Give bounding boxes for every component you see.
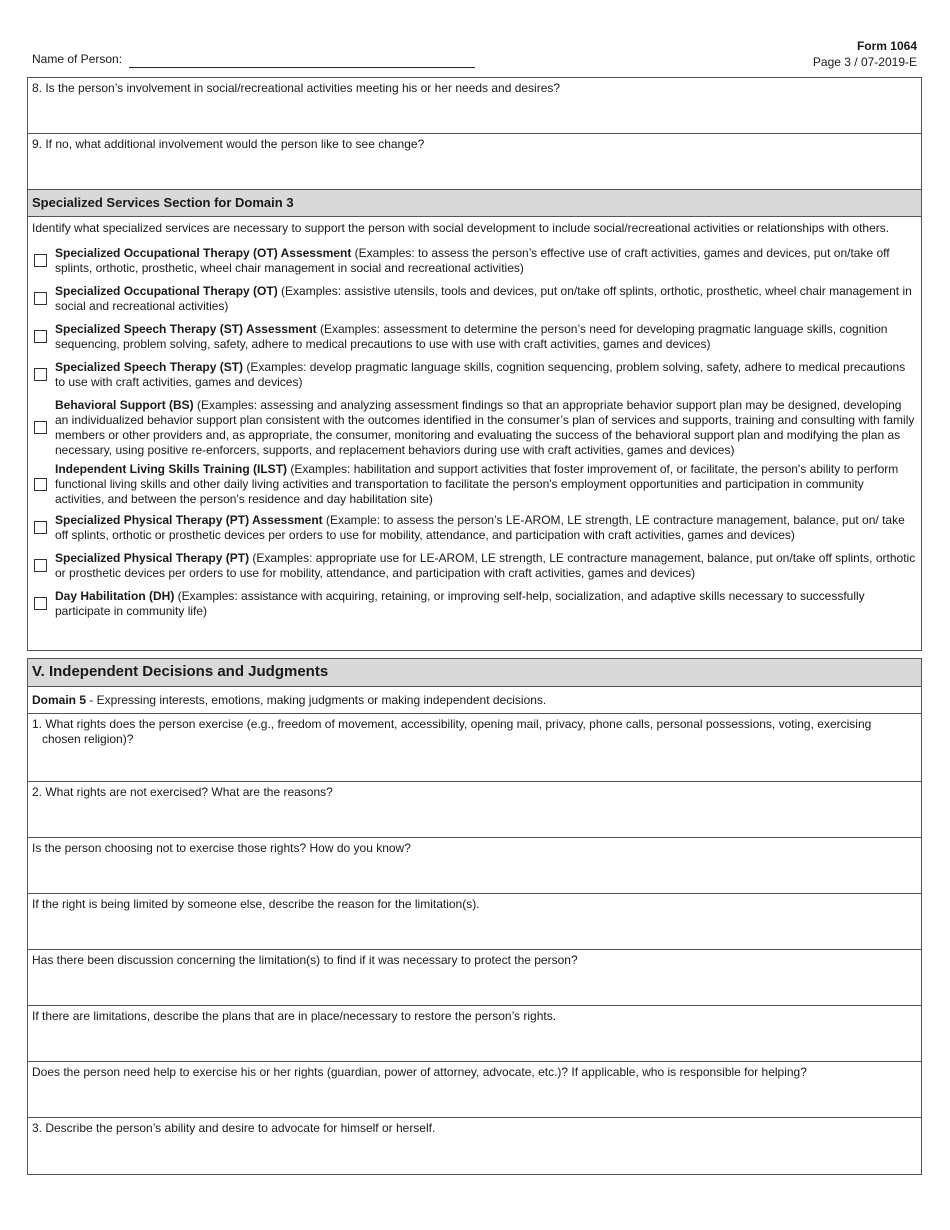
pt-assessment-label: Specialized Physical Therapy (PT) Assessment (Example: to assess the person’s LE-AROM, LE strength, LE contracture management, balance, put on/ take off splints, orthotic or prosthetic devices per orders to use for mobility, attendance, and participation with craft activities, games and devices) (55, 513, 905, 542)
restore-rights-field[interactable] (28, 1006, 921, 1062)
question-1-text: 1. What rights does the person exercise (e.g., freedom of movement, accessibility, opening mail, privacy, phone calls, personal possessions, voting, exercising (32, 717, 872, 731)
choosing-not-text: Is the person choosing not to exercise those rights? How do you know? (32, 841, 411, 855)
service-item-st-assessment (32, 322, 916, 352)
service-item-dh (32, 589, 916, 619)
pt-checkbox[interactable] (34, 559, 47, 572)
question-1-text-cont: chosen religion)? (42, 732, 134, 746)
question-8-field[interactable] (28, 78, 921, 134)
service-item-ot (32, 284, 916, 314)
specialized-intro: Identify what specialized services are necessary to support the person with social development to include social/recreational activities or relationships with others. (32, 221, 890, 235)
question-3-text: 3. Describe the person’s ability and desire to advocate for himself or herself. (32, 1121, 436, 1135)
section-5 (27, 658, 922, 1175)
domain3-section (27, 77, 922, 651)
ilst-label: Independent Living Skills Training (ILST) (Examples: habilitation and support activities that foster improvement of, or facilitate, the person's ability to perform functional living skills and other daily living activities and transportation to facilitate the person's employment opportunities and participation in community activities, and between the person's residence and day habilitation site) (55, 462, 899, 506)
st-assessment-checkbox[interactable] (34, 330, 47, 343)
section-5-heading (28, 659, 921, 687)
specialized-services-list (28, 217, 921, 650)
service-item-pt-assessment (32, 513, 916, 543)
help-exercise-rights-text: Does the person need help to exercise his or her rights (guardian, power of attorney, advocate, etc.)? If applicable, who is responsible for helping? (32, 1065, 807, 1079)
limitation-reason-text: If the right is being limited by someone else, describe the reason for the limitation(s). (32, 897, 480, 911)
domain-5-label: Domain 5 (32, 693, 87, 707)
domain-5-description (28, 687, 921, 714)
service-item-ilst (32, 462, 916, 507)
bs-label: Behavioral Support (BS) (Examples: assessing and analyzing assessment findings so that an appropriate behavior support plan may be designed, developing an individualized behavior support plan consistent with the outcomes identified in the consumer’s plan of services and supports, training and consulting with family members or other providers and, as appropriate, the consumer, monitoring and evaluating the success of the behavioral support plan and modifying the plan as necessary, using positive re-enforcers, supports, and replacement behaviors during use with craft activities, games and devices) (55, 398, 915, 457)
name-of-person-field[interactable] (129, 67, 475, 68)
question-3-field[interactable] (28, 1118, 921, 1174)
st-assessment-label: Specialized Speech Therapy (ST) Assessment (Examples: assessment to determine the person’s need for developing pragmatic language skills, cognition sequencing, problem solving, safety, adhere to medical precautions to use with use with craft activities, games and devices) (55, 322, 888, 351)
bs-checkbox[interactable] (34, 421, 47, 434)
service-item-ot-assessment (32, 246, 916, 276)
question-2-text: 2. What rights are not exercised? What are the reasons? (32, 785, 333, 799)
form-number: Form 1064 (856, 39, 917, 53)
restore-rights-text: If there are limitations, describe the plans that are in place/necessary to restore the person’s rights. (32, 1009, 557, 1023)
question-8-text: 8. Is the person’s involvement in social/recreational activities meeting his or her needs and desires? (32, 81, 561, 95)
dh-label: Day Habilitation (DH) (Examples: assistance with acquiring, retaining, or improving self-help, socialization, and adaptive skills necessary to successfully participate in community life) (55, 589, 865, 618)
service-item-bs (32, 398, 916, 458)
service-item-st (32, 360, 916, 390)
ot-checkbox[interactable] (34, 292, 47, 305)
ot-assessment-label: Specialized Occupational Therapy (OT) Assessment (Examples: to assess the person’s effective use of craft activities, games and devices, put on/take off splints, orthotic, prosthetic, wheel chair management in social and recreational activities) (55, 246, 890, 275)
service-item-pt (32, 551, 916, 581)
ilst-checkbox[interactable] (34, 478, 47, 491)
pt-assessment-checkbox[interactable] (34, 521, 47, 534)
section-5-heading-text: V. Independent Decisions and Judgments (32, 663, 329, 680)
limitation-discussion-field[interactable] (28, 950, 921, 1006)
dh-checkbox[interactable] (34, 597, 47, 610)
question-9-text: 9. If no, what additional involvement would the person like to see change? (32, 137, 425, 151)
st-label: Specialized Speech Therapy (ST) (Examples: develop pragmatic language skills, cognition sequencing, problem solving, safety, adhere to medical precautions to use with craft activities, games and devices) (55, 360, 906, 389)
ot-label: Specialized Occupational Therapy (OT) (Examples: assistive utensils, tools and devices, put on/take off splints, orthotic, prosthetic, wheel chair management in social and recreational activities) (55, 284, 912, 313)
question-2-field[interactable] (28, 782, 921, 838)
specialized-services-heading (28, 190, 921, 217)
domain-5-text: - Expressing interests, emotions, making judgments or making independent decisions. (86, 693, 547, 707)
limitation-reason-field[interactable] (28, 894, 921, 950)
page-info: Page 3 / 07-2019-E (812, 55, 917, 69)
pt-label: Specialized Physical Therapy (PT) (Examples: appropriate use for LE-AROM, LE strength, LE contracture management, balance, put on/take off splints, orthotic or prosthetic devices per orders to use for mobility, attendance, and participation with craft activities, games and devices) (55, 551, 916, 580)
specialized-services-heading-text: Specialized Services Section for Domain 3 (32, 195, 294, 210)
name-of-person-label: Name of Person: (32, 52, 123, 66)
question-9-field[interactable] (28, 134, 921, 190)
ot-assessment-checkbox[interactable] (34, 254, 47, 267)
choosing-not-field[interactable] (28, 838, 921, 894)
question-1-field[interactable] (28, 714, 921, 782)
limitation-discussion-text: Has there been discussion concerning the limitation(s) to find if it was necessary to protect the person? (32, 953, 578, 967)
help-exercise-rights-field[interactable] (28, 1062, 921, 1118)
st-checkbox[interactable] (34, 368, 47, 381)
